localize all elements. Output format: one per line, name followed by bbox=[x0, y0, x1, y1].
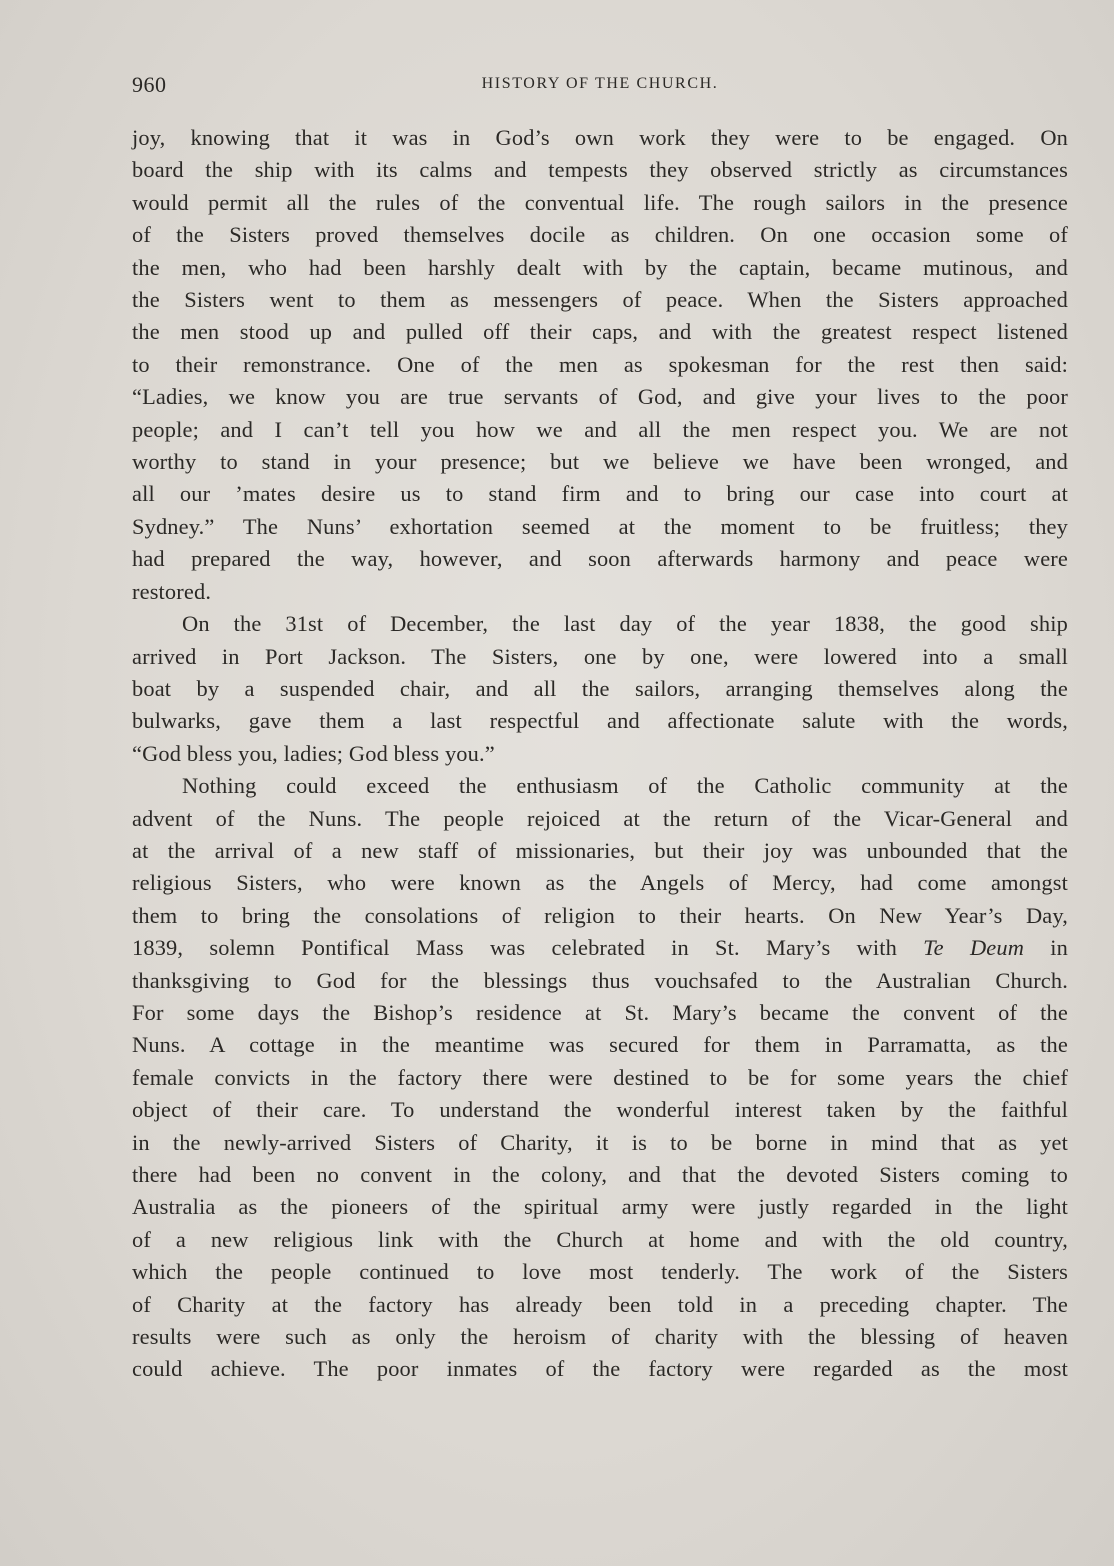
text-line: object of their care. To understand the wonderful interest taken by the faithful bbox=[132, 1097, 1068, 1123]
text-line: bulwarks, gave them a last respectful and affectionate salute with the words, bbox=[132, 708, 1068, 734]
text-line: had prepared the way, however, and soon afterwards harmony and peace were bbox=[132, 546, 1068, 572]
text-line: the men, who had been harshly dealt with by the captain, became mutinous, and bbox=[132, 254, 1068, 280]
running-head bbox=[132, 72, 1068, 102]
text-line: could achieve. The poor inmates of the factory were regarded as the most bbox=[132, 1356, 1068, 1382]
text-span: in bbox=[1024, 935, 1068, 961]
text-line: female convicts in the factory there were destined to be for some years the chief bbox=[132, 1064, 1068, 1090]
text-line: them to bring the consolations of religion to their hearts. On New Year’s Day, bbox=[132, 902, 1068, 928]
text-line: arrived in Port Jackson. The Sisters, one by one, were lowered into a small bbox=[132, 643, 1068, 669]
text-line: Sydney.” The Nuns’ exhortation seemed at the moment to be fruitless; they bbox=[132, 513, 1068, 539]
text-line: For some days the Bishop’s residence at St. Mary’s became the convent of the bbox=[132, 999, 1068, 1025]
text-line: there had been no convent in the colony, and that the devoted Sisters coming to bbox=[132, 1162, 1068, 1187]
text-line: Australia as the pioneers of the spiritual army were justly regarded in the light bbox=[132, 1194, 1068, 1220]
text-line: of Charity at the factory has already been told in a preceding chapter. The bbox=[132, 1291, 1068, 1317]
italic-title: Te Deum bbox=[923, 935, 1025, 961]
text-line: On the 31st of December, the last day of the year 1838, the good ship bbox=[182, 611, 1068, 637]
text-line: restored. bbox=[132, 578, 212, 604]
text-line: board the ship with its calms and tempests they observed strictly as circumstances bbox=[132, 157, 1068, 183]
text-line: which the people continued to love most tenderly. The work of the Sisters bbox=[132, 1259, 1068, 1285]
text-line: advent of the Nuns. The people rejoiced at the return of the Vicar-General and bbox=[132, 805, 1068, 831]
page-number: 960 bbox=[132, 72, 167, 97]
text-line bbox=[132, 932, 1068, 964]
text-line: the men stood up and pulled off their caps, and with the greatest respect listened bbox=[132, 319, 1068, 345]
text-line: of a new religious link with the Church at home and with the old country, bbox=[132, 1226, 1068, 1252]
running-title: HISTORY OF THE CHURCH. bbox=[481, 75, 719, 92]
text-span: 1839, solemn Pontifical Mass was celebrated in St. Mary’s with bbox=[132, 935, 924, 961]
text-line: boat by a suspended chair, and all the sailors, arranging themselves along the bbox=[132, 675, 1068, 701]
text-line: results were such as only the heroism of charity with the blessing of heaven bbox=[132, 1324, 1068, 1350]
text-line: would permit all the rules of the conventual life. The rough sailors in the presence bbox=[132, 189, 1068, 215]
text-line: to their remonstrance. One of the men as spokesman for the rest then said: bbox=[132, 351, 1068, 377]
text-line: religious Sisters, who were known as the Angels of Mercy, had come amongst bbox=[132, 870, 1068, 896]
text-line: worthy to stand in your presence; but we believe we have been wronged, and bbox=[132, 449, 1068, 475]
text-line: joy, knowing that it was in God’s own work they were to be engaged. On bbox=[132, 125, 1068, 150]
text-line: Nothing could exceed the enthusiasm of the Catholic community at the bbox=[182, 773, 1068, 799]
text-line: people; and I can’t tell you how we and all the men respect you. We are not bbox=[132, 416, 1068, 442]
text-line: Nuns. A cottage in the meantime was secured for them in Parramatta, as the bbox=[132, 1032, 1068, 1058]
text-line: “God bless you, ladies; God bless you.” bbox=[132, 740, 495, 766]
text-line: in the newly-arrived Sisters of Charity, it is to be borne in mind that as yet bbox=[132, 1129, 1068, 1155]
text-line: all our ’mates desire us to stand firm and to bring our case into court at bbox=[132, 481, 1068, 507]
text-line: at the arrival of a new staff of missionaries, but their joy was unbounded that the bbox=[132, 837, 1068, 863]
text-line: “Ladies, we know you are true servants of God, and give your lives to the poor bbox=[132, 384, 1068, 410]
text-line: thanksgiving to God for the blessings thus vouchsafed to the Australian Church. bbox=[132, 967, 1068, 993]
text-line: the Sisters went to them as messengers of peace. When the Sisters approached bbox=[132, 287, 1068, 313]
text-line: of the Sisters proved themselves docile as children. On one occasion some of bbox=[132, 222, 1068, 248]
body-text bbox=[132, 122, 1068, 1386]
